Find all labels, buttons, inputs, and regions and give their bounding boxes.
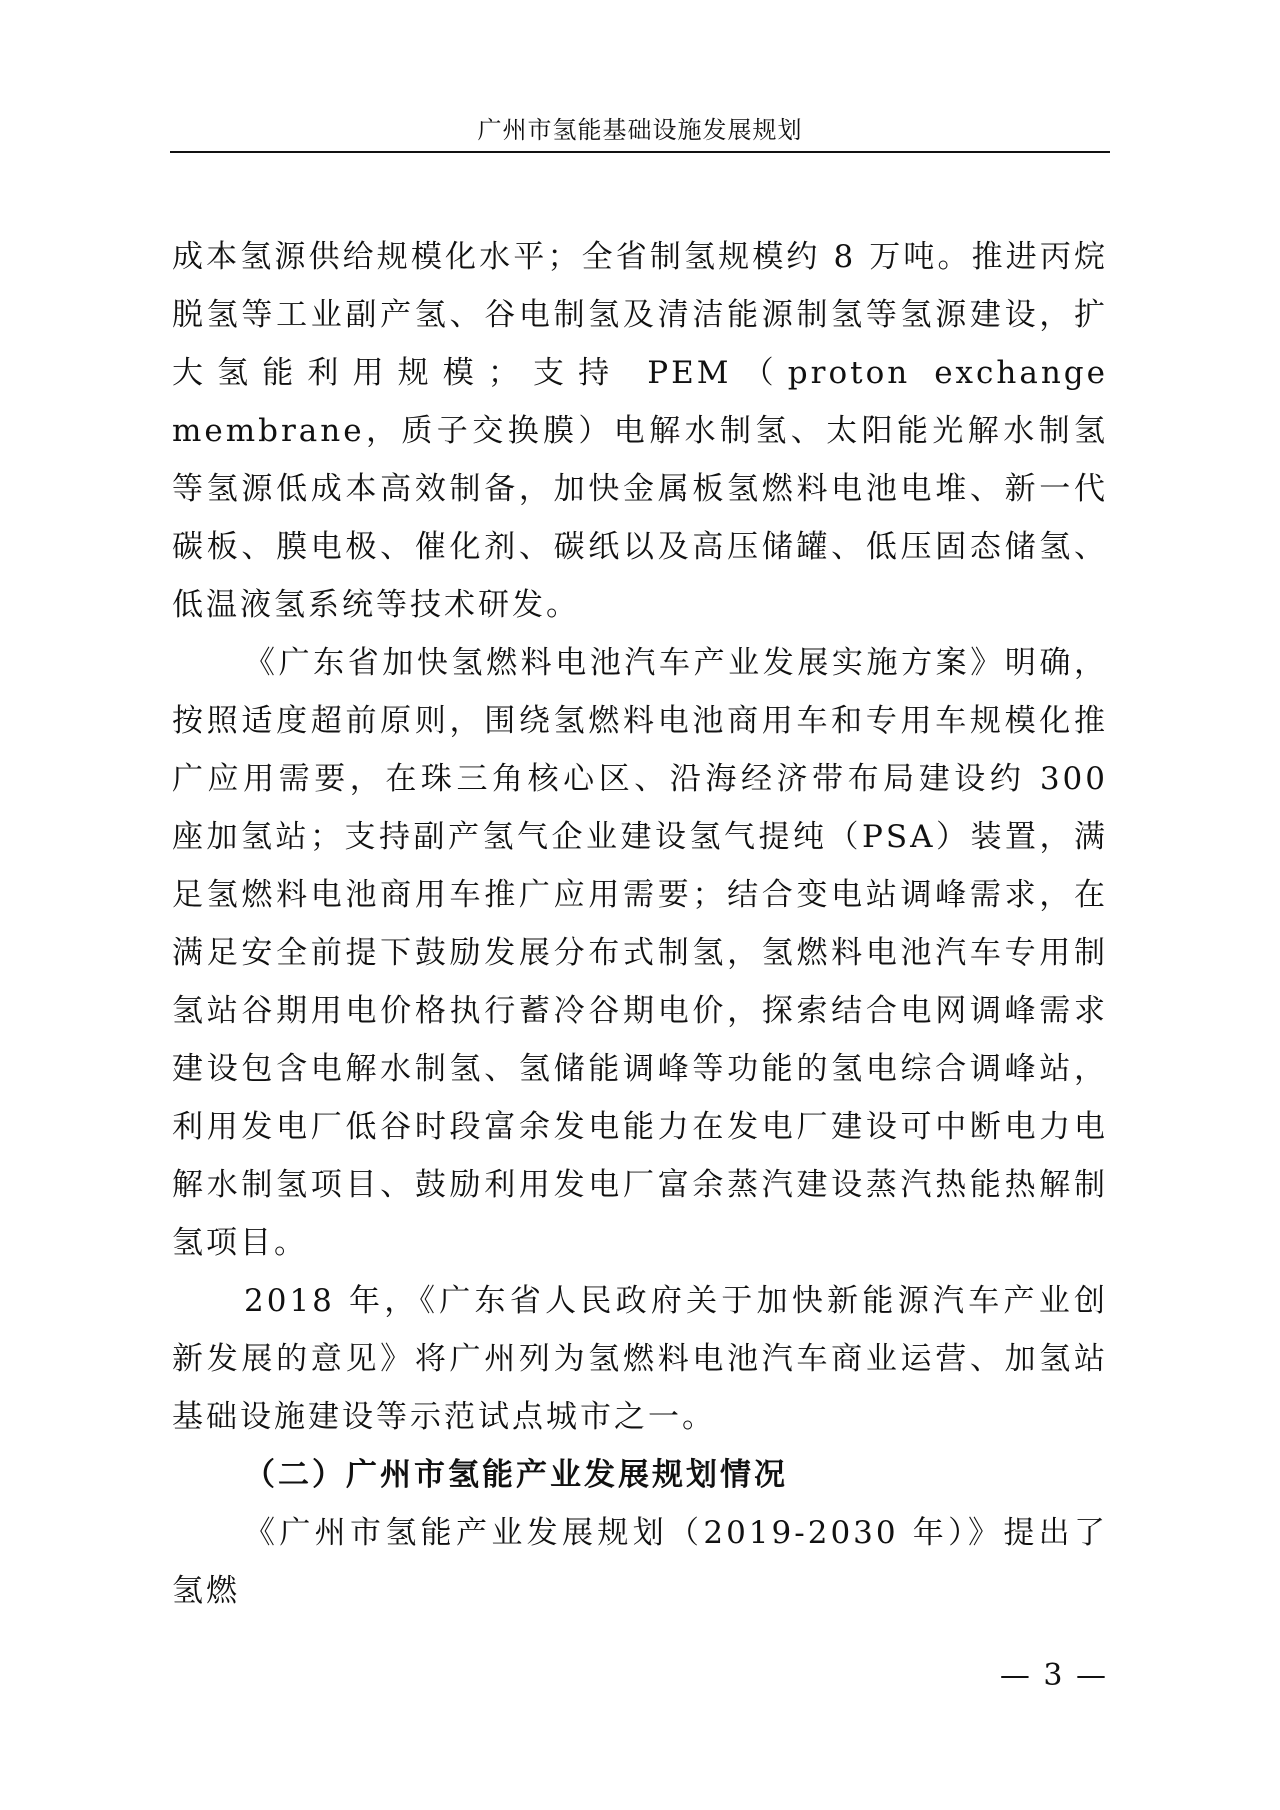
body-paragraph: 《广东省加快氢燃料电池汽车产业发展实施方案》明确，按照适度超前原则，围绕氢燃料电池商用车和专用车规模化推广应用需要，在珠三角核心区、沿海经济带布局建设约 300 座加氢站；支持副产氢气企业建设氢气提纯（PSA）装置，满足氢燃料电池商用车推广应用需要；结合变电站调峰需求，在满足安全前提下鼓励发展分布式制氢，氢燃料电池汽车专用制氢站谷期用电价格执行蓄冷谷期电价，探索结合电网调峰需求建设包含电解水制氢、氢储能调峰等功能的氢电综合调峰站，利用发电厂低谷时段富余发电能力在发电厂建设可中断电力电解水制氢项目、鼓励利用发电厂富余蒸汽建设蒸汽热能热解制氢项目。 (172, 645, 1108, 1261)
page-number: — 3 — (999, 1658, 1108, 1693)
header-rule (170, 151, 1110, 153)
body-paragraph: 成本氢源供给规模化水平；全省制氢规模约 8 万吨。推进丙烷脱氢等工业副产氢、谷电制氢及清洁能源制氢等氢源建设，扩大氢能利用规模；支持 PEM（proton exchange membrane，质子交换膜）电解水制氢、太阳能光解水制氢等氢源低成本高效制备，加快金属板氢燃料电池电堆、新一代碳板、膜电极、催化剂、碳纸以及高压储罐、低压固态储氢、低温液氢系统等技术研发。 (172, 239, 1108, 623)
running-header: 广州市氢能基础设施发展规划 (477, 116, 803, 144)
document-body (172, 228, 1108, 1620)
body-paragraph: 《广州市氢能产业发展规划（2019-2030 年）》提出了氢燃 (172, 1515, 1108, 1609)
section-heading: （二）广州市氢能产业发展规划情况 (244, 1457, 788, 1493)
body-paragraph: 2018 年，《广东省人民政府关于加快新能源汽车产业创新发展的意见》将广州列为氢燃料电池汽车商业运营、加氢站基础设施建设等示范试点城市之一。 (172, 1283, 1108, 1435)
